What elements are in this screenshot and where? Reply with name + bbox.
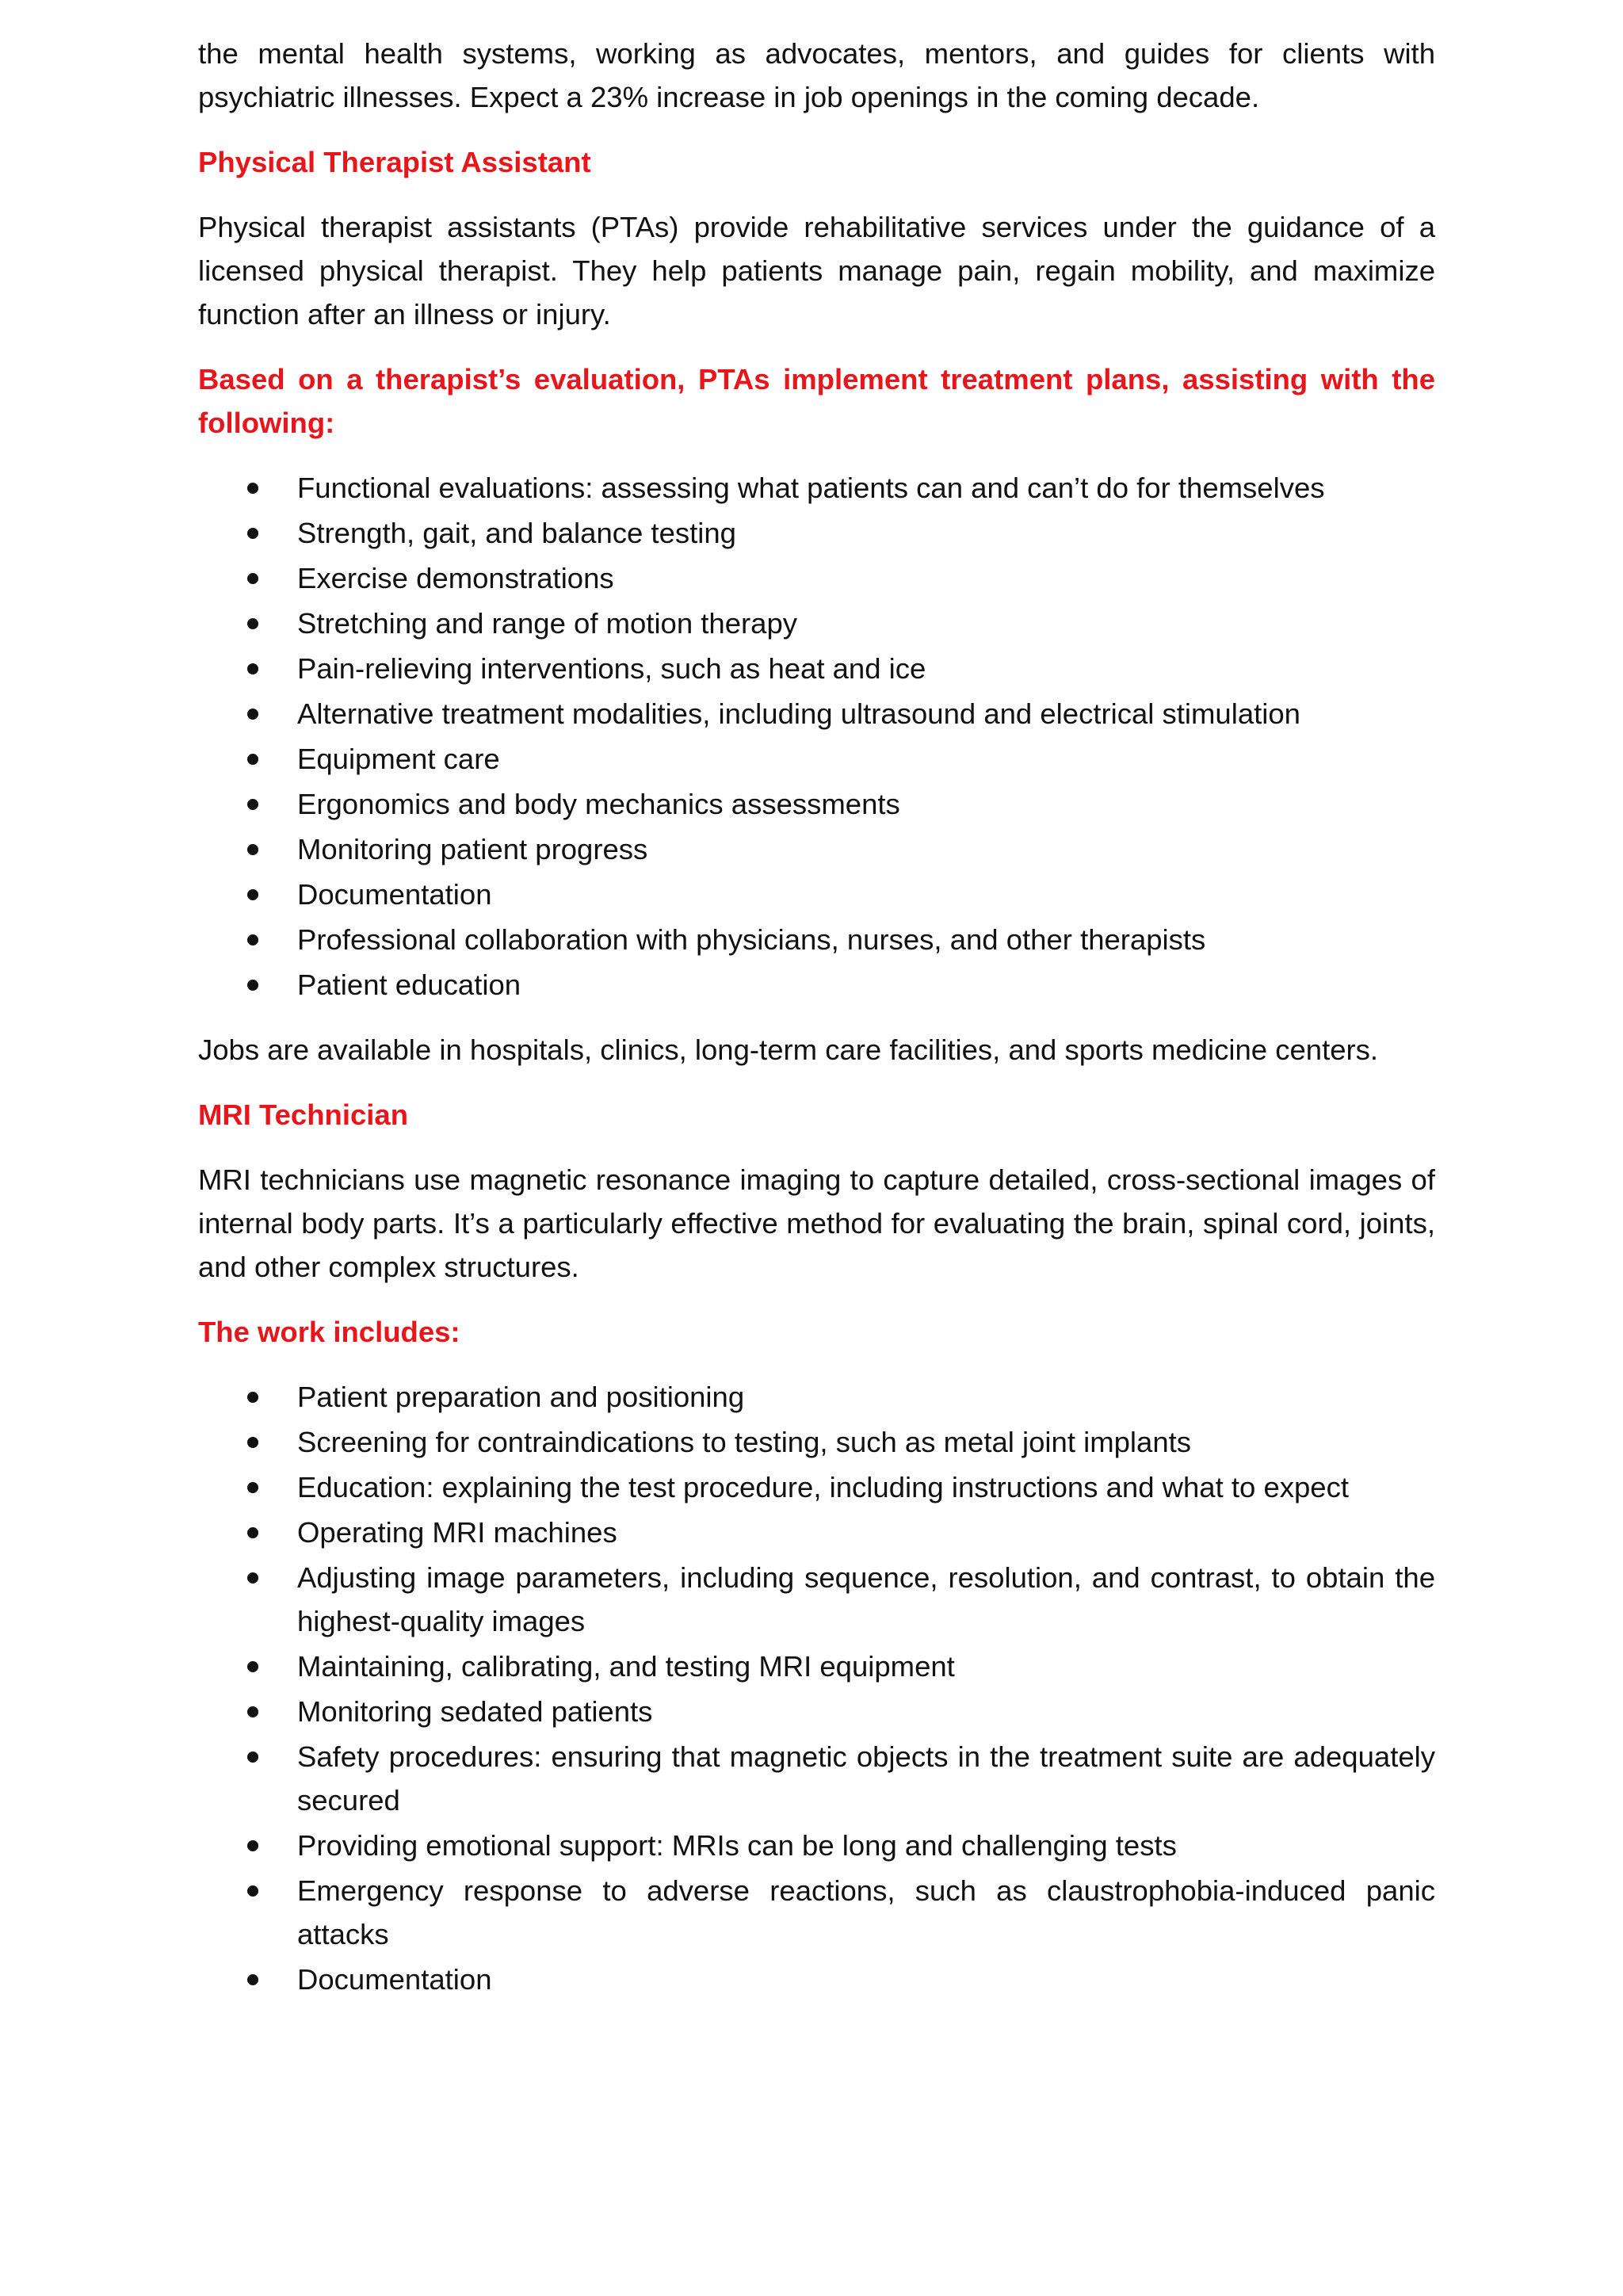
list-item: [198, 1375, 1435, 1419]
bullet-icon: [247, 1661, 258, 1672]
list-item: [198, 873, 1435, 916]
list-item: [198, 918, 1435, 961]
bullet-icon: [247, 934, 258, 946]
bullet-icon: [247, 1482, 258, 1493]
list-item-text: Patient preparation and positioning: [297, 1381, 745, 1413]
list-item-text: Education: explaining the test procedure, including instructions and what to expect: [297, 1471, 1349, 1503]
document-page: [198, 32, 1435, 2023]
list-item-text: Emergency response to adverse reactions, such as claustrophobia-induced panic attacks: [297, 1874, 1435, 1950]
bullet-icon: [247, 573, 258, 584]
list-item: [198, 1690, 1435, 1733]
pta-jobs-paragraph: Jobs are available in hospitals, clinics, long-term care facilities, and sports medicine centers.: [198, 1033, 1379, 1066]
list-item: [198, 647, 1435, 690]
list-item: [198, 511, 1435, 555]
list-item: [198, 827, 1435, 871]
list-item: [198, 737, 1435, 781]
bullet-icon: [247, 709, 258, 720]
list-item-text: Pain-relieving interventions, such as heat and ice: [297, 652, 926, 685]
bullet-icon: [247, 799, 258, 810]
bullet-icon: [247, 1572, 258, 1584]
list-item-text: Patient education: [297, 968, 521, 1001]
bullet-icon: [247, 1974, 258, 1985]
list-item: [198, 963, 1435, 1007]
list-item: [198, 1645, 1435, 1688]
list-item-text: Exercise demonstrations: [297, 562, 614, 594]
pta-lead: Based on a therapist’s evaluation, PTAs implement treatment plans, assisting with the following:: [198, 363, 1435, 439]
list-item: [198, 1465, 1435, 1509]
list-item: [198, 782, 1435, 826]
mri-heading: MRI Technician: [198, 1098, 408, 1131]
list-item: [198, 556, 1435, 600]
list-item-text: Equipment care: [297, 743, 500, 775]
list-item-text: Adjusting image parameters, including sequence, resolution, and contrast, to obtain the highest-quality images: [297, 1561, 1435, 1637]
list-item-text: Screening for contraindications to testing, such as metal joint implants: [297, 1426, 1192, 1458]
bullet-icon: [247, 1527, 258, 1538]
list-item: [198, 1420, 1435, 1464]
list-item-text: Safety procedures: ensuring that magnetic objects in the treatment suite are adequately secured: [297, 1740, 1435, 1817]
pta-heading: Physical Therapist Assistant: [198, 146, 591, 178]
intro-paragraph: the mental health systems, working as advocates, mentors, and guides for clients with psychiatric illnesses. Expect a 23% increase in job openings in the coming decade.: [198, 37, 1435, 113]
list-item-text: Alternative treatment modalities, including ultrasound and electrical stimulation: [297, 697, 1300, 730]
mri-lead: The work includes:: [198, 1316, 460, 1348]
mri-description: MRI technicians use magnetic resonance imaging to capture detailed, cross-sectional images of internal body parts. It’s a particularly effective method for evaluating the brain, spinal cord, joints, and other complex structures.: [198, 1163, 1435, 1283]
list-item: [198, 1511, 1435, 1554]
bullet-icon: [247, 1437, 258, 1448]
bullet-icon: [247, 1840, 258, 1851]
list-item-text: Functional evaluations: assessing what patients can and can’t do for themselves: [297, 472, 1325, 504]
bullet-icon: [247, 1752, 258, 1763]
bullet-icon: [247, 618, 258, 629]
list-item: [198, 692, 1435, 735]
bullet-icon: [247, 754, 258, 765]
bullet-icon: [247, 980, 258, 991]
pta-task-list: [198, 466, 1435, 1007]
list-item-text: Monitoring patient progress: [297, 833, 648, 865]
list-item: [198, 1958, 1435, 2001]
list-item-text: Monitoring sedated patients: [297, 1695, 653, 1728]
list-item: [198, 1735, 1435, 1822]
bullet-icon: [247, 1392, 258, 1403]
list-item-text: Operating MRI machines: [297, 1516, 617, 1549]
list-item-text: Documentation: [297, 878, 492, 911]
bullet-icon: [247, 663, 258, 674]
list-item: [198, 466, 1435, 510]
list-item-text: Providing emotional support: MRIs can be long and challenging tests: [297, 1829, 1177, 1862]
list-item: [198, 1869, 1435, 1956]
bullet-icon: [247, 889, 258, 900]
bullet-icon: [247, 1885, 258, 1897]
list-item: [198, 602, 1435, 645]
list-item-text: Strength, gait, and balance testing: [297, 517, 736, 549]
pta-description: Physical therapist assistants (PTAs) provide rehabilitative services under the guidance of a licensed physical therapist. They help patients manage pain, regain mobility, and maximize function after an illness or injury.: [198, 211, 1435, 330]
list-item-text: Professional collaboration with physicians, nurses, and other therapists: [297, 923, 1206, 956]
list-item: [198, 1556, 1435, 1643]
bullet-icon: [247, 1706, 258, 1717]
mri-task-list: [198, 1375, 1435, 2001]
list-item-text: Maintaining, calibrating, and testing MRI equipment: [297, 1650, 955, 1683]
list-item-text: Stretching and range of motion therapy: [297, 607, 798, 640]
bullet-icon: [247, 483, 258, 494]
bullet-icon: [247, 528, 258, 539]
list-item-text: Documentation: [297, 1963, 492, 1996]
bullet-icon: [247, 844, 258, 855]
list-item-text: Ergonomics and body mechanics assessments: [297, 788, 900, 820]
list-item: [198, 1824, 1435, 1867]
